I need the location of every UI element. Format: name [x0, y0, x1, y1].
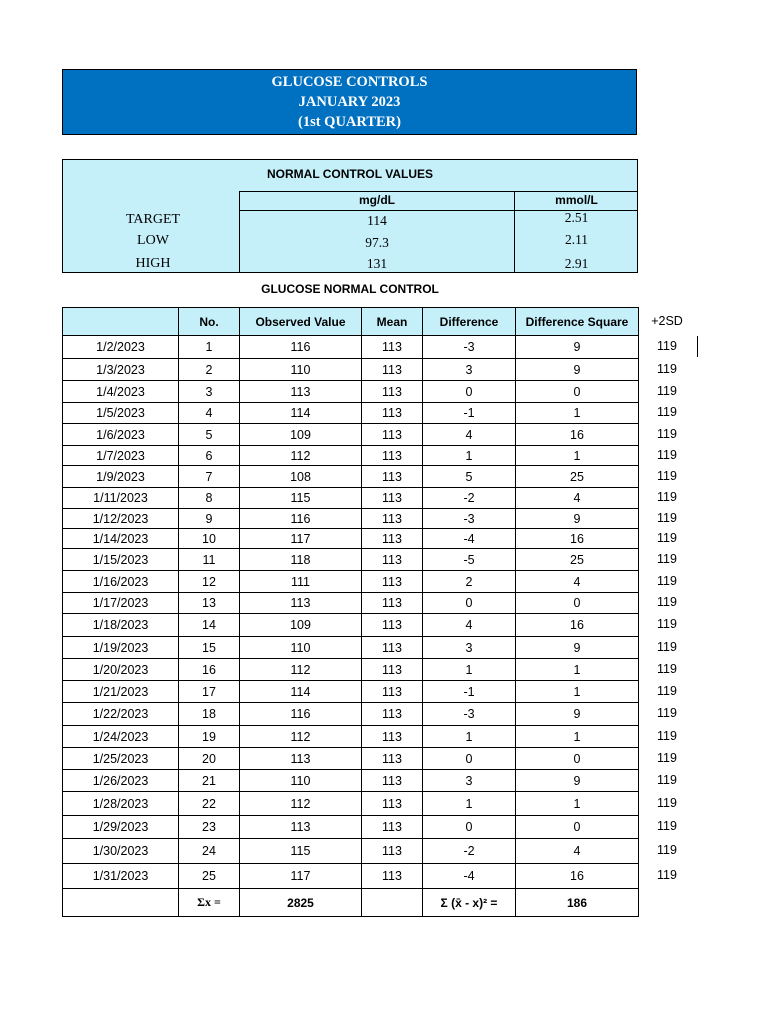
- sd-value: 119: [657, 490, 677, 504]
- row-number: 14: [179, 614, 240, 637]
- row-difference-square: 1: [516, 446, 639, 466]
- sd-value: 119: [657, 617, 677, 631]
- row-difference-square: 1: [516, 792, 639, 816]
- row-date: 1/26/2023: [63, 770, 179, 792]
- sum-x-label: Σx =: [179, 889, 240, 917]
- report-title-banner: [62, 69, 637, 135]
- row-date: 1/7/2023: [63, 446, 179, 466]
- row-difference-square: 4: [516, 571, 639, 593]
- row-difference-square: 9: [516, 770, 639, 792]
- row-number: 20: [179, 748, 240, 770]
- table-row: [63, 839, 639, 864]
- sd-value: 119: [657, 640, 677, 654]
- row-date: 1/4/2023: [63, 381, 179, 403]
- table-row: [63, 703, 639, 726]
- row-date: 1/2/2023: [63, 336, 179, 359]
- table-row: [63, 359, 639, 381]
- row-date: 1/6/2023: [63, 424, 179, 446]
- row-difference-square: 1: [516, 659, 639, 681]
- row-mean: 113: [362, 839, 423, 864]
- row-mean: 113: [362, 748, 423, 770]
- row-difference-square: 1: [516, 726, 639, 748]
- target-mmol-value: 2.51: [564, 210, 589, 225]
- row-difference-square: 9: [516, 637, 639, 659]
- high-label: HIGH: [135, 256, 171, 271]
- row-number: 19: [179, 726, 240, 748]
- text-cursor: [697, 336, 698, 357]
- row-difference-square: 25: [516, 466, 639, 488]
- row-difference: 3: [423, 359, 516, 381]
- row-difference: 0: [423, 748, 516, 770]
- row-number: 24: [179, 839, 240, 864]
- row-difference-square: 0: [516, 593, 639, 614]
- table-row: [63, 509, 639, 529]
- row-observed-value: 109: [240, 424, 362, 446]
- row-number: 5: [179, 424, 240, 446]
- row-difference: -3: [423, 703, 516, 726]
- row-date: 1/11/2023: [63, 488, 179, 509]
- row-number: 3: [179, 381, 240, 403]
- row-difference: -4: [423, 529, 516, 549]
- table-row: [63, 488, 639, 509]
- row-difference: -3: [423, 509, 516, 529]
- row-number: 16: [179, 659, 240, 681]
- sd-value: 119: [657, 796, 677, 810]
- row-difference: 4: [423, 424, 516, 446]
- row-number: 13: [179, 593, 240, 614]
- sd-value: 119: [657, 469, 677, 483]
- row-difference-square: 1: [516, 681, 639, 703]
- row-mean: 113: [362, 792, 423, 816]
- row-observed-value: 115: [240, 488, 362, 509]
- table-row: [63, 726, 639, 748]
- row-difference: 0: [423, 381, 516, 403]
- row-difference-square: 0: [516, 381, 639, 403]
- row-number: 12: [179, 571, 240, 593]
- row-difference-square: 9: [516, 703, 639, 726]
- row-difference: 1: [423, 726, 516, 748]
- sd-value: 119: [657, 339, 677, 353]
- col-no-header: No.: [179, 308, 240, 336]
- sd-value: 119: [657, 706, 677, 720]
- sd-value: 119: [657, 819, 677, 833]
- row-observed-value: 117: [240, 864, 362, 889]
- table-row: [63, 466, 639, 488]
- row-date: 1/25/2023: [63, 748, 179, 770]
- title-line-2: JANUARY 2023: [298, 94, 401, 110]
- row-difference: 0: [423, 593, 516, 614]
- row-mean: 113: [362, 446, 423, 466]
- row-number: 23: [179, 816, 240, 839]
- row-difference-square: 16: [516, 864, 639, 889]
- row-difference-square: 16: [516, 614, 639, 637]
- row-observed-value: 108: [240, 466, 362, 488]
- row-mean: 113: [362, 659, 423, 681]
- table-header-row: [63, 308, 639, 336]
- unit-mmol-header: mmol/L: [555, 193, 598, 207]
- row-number: 22: [179, 792, 240, 816]
- sd-value: 119: [657, 751, 677, 765]
- unit-mg-header: mg/dL: [359, 193, 395, 207]
- sd-value: 119: [657, 662, 677, 676]
- sd-value: 119: [657, 684, 677, 698]
- summary-row: [63, 889, 639, 917]
- row-mean: 113: [362, 549, 423, 571]
- table-row: [63, 614, 639, 637]
- row-date: 1/3/2023: [63, 359, 179, 381]
- row-mean: 113: [362, 336, 423, 359]
- row-number: 7: [179, 466, 240, 488]
- row-difference-square: 9: [516, 336, 639, 359]
- row-difference-square: 9: [516, 509, 639, 529]
- row-observed-value: 116: [240, 336, 362, 359]
- row-number: 21: [179, 770, 240, 792]
- row-mean: 113: [362, 571, 423, 593]
- row-difference: 1: [423, 792, 516, 816]
- row-observed-value: 113: [240, 593, 362, 614]
- sd-header: +2SD: [651, 314, 683, 328]
- sum-x-value: 2825: [240, 889, 362, 917]
- table-row: [63, 593, 639, 614]
- row-number: 17: [179, 681, 240, 703]
- row-date: 1/31/2023: [63, 864, 179, 889]
- table-row: [63, 864, 639, 889]
- row-mean: 113: [362, 488, 423, 509]
- row-observed-value: 116: [240, 509, 362, 529]
- row-number: 18: [179, 703, 240, 726]
- sd-value: 119: [657, 427, 677, 441]
- table-row: [63, 637, 639, 659]
- row-mean: 113: [362, 681, 423, 703]
- table-row: [63, 336, 639, 359]
- sd-value: 119: [657, 843, 677, 857]
- sd-value: 119: [657, 384, 677, 398]
- row-number: 9: [179, 509, 240, 529]
- row-difference: 1: [423, 659, 516, 681]
- row-difference-square: 4: [516, 488, 639, 509]
- row-difference-square: 16: [516, 529, 639, 549]
- row-number: 25: [179, 864, 240, 889]
- sd-value: 119: [657, 405, 677, 419]
- table-row: [63, 792, 639, 816]
- table-row: [63, 381, 639, 403]
- title-line-3: (1st QUARTER): [297, 114, 401, 130]
- row-number: 6: [179, 446, 240, 466]
- low-label: LOW: [137, 233, 169, 248]
- glucose-normal-control-title: GLUCOSE NORMAL CONTROL: [261, 282, 439, 296]
- row-difference: -2: [423, 488, 516, 509]
- sd-value: 119: [657, 595, 677, 609]
- row-observed-value: 115: [240, 839, 362, 864]
- row-observed-value: 114: [240, 403, 362, 424]
- sd-value: 119: [657, 773, 677, 787]
- title-line-1: GLUCOSE CONTROLS: [271, 74, 428, 90]
- row-observed-value: 116: [240, 703, 362, 726]
- sd-value: 119: [657, 362, 677, 376]
- row-number: 2: [179, 359, 240, 381]
- row-mean: 113: [362, 614, 423, 637]
- row-observed-value: 109: [240, 614, 362, 637]
- row-observed-value: 112: [240, 792, 362, 816]
- row-number: 4: [179, 403, 240, 424]
- glucose-control-table: [62, 307, 639, 917]
- sd-value: 119: [657, 729, 677, 743]
- row-date: 1/5/2023: [63, 403, 179, 424]
- col-diff-square-header: Difference Square: [516, 308, 639, 336]
- row-difference: -2: [423, 839, 516, 864]
- row-difference: 3: [423, 637, 516, 659]
- row-date: 1/17/2023: [63, 593, 179, 614]
- row-difference-square: 9: [516, 359, 639, 381]
- normal-control-values-box: [62, 159, 638, 273]
- sd-value: 119: [657, 552, 677, 566]
- row-difference: 5: [423, 466, 516, 488]
- row-difference: 4: [423, 614, 516, 637]
- sum-square-value: 186: [516, 889, 639, 917]
- sd-value: 119: [657, 531, 677, 545]
- table-row: [63, 529, 639, 549]
- row-mean: 113: [362, 509, 423, 529]
- row-date: 1/22/2023: [63, 703, 179, 726]
- row-difference: 0: [423, 816, 516, 839]
- row-mean: 113: [362, 726, 423, 748]
- row-date: 1/20/2023: [63, 659, 179, 681]
- row-difference: 3: [423, 770, 516, 792]
- row-mean: 113: [362, 703, 423, 726]
- high-mg-value: 131: [366, 256, 388, 271]
- table-row: [63, 549, 639, 571]
- row-observed-value: 110: [240, 637, 362, 659]
- row-difference-square: 25: [516, 549, 639, 571]
- row-difference-square: 1: [516, 403, 639, 424]
- row-observed-value: 110: [240, 770, 362, 792]
- table-row: [63, 424, 639, 446]
- target-label: TARGET: [125, 212, 181, 227]
- table-row: [63, 681, 639, 703]
- row-observed-value: 113: [240, 816, 362, 839]
- summary-empty-cell: [63, 889, 179, 917]
- sd-value: 119: [657, 574, 677, 588]
- row-mean: 113: [362, 466, 423, 488]
- summary-empty-cell: [362, 889, 423, 917]
- sd-value: 119: [657, 868, 677, 882]
- row-difference: 1: [423, 446, 516, 466]
- row-number: 1: [179, 336, 240, 359]
- row-date: 1/24/2023: [63, 726, 179, 748]
- row-observed-value: 111: [240, 571, 362, 593]
- row-date: 1/18/2023: [63, 614, 179, 637]
- table-row: [63, 403, 639, 424]
- col-observed-header: Observed Value: [240, 308, 362, 336]
- row-observed-value: 113: [240, 381, 362, 403]
- row-difference-square: 0: [516, 816, 639, 839]
- row-observed-value: 118: [240, 549, 362, 571]
- row-difference: -1: [423, 403, 516, 424]
- row-number: 15: [179, 637, 240, 659]
- row-date: 1/9/2023: [63, 466, 179, 488]
- col-difference-header: Difference: [423, 308, 516, 336]
- row-date: 1/15/2023: [63, 549, 179, 571]
- row-difference-square: 0: [516, 748, 639, 770]
- row-difference: 2: [423, 571, 516, 593]
- row-date: 1/30/2023: [63, 839, 179, 864]
- row-mean: 113: [362, 381, 423, 403]
- row-mean: 113: [362, 593, 423, 614]
- table-row: [63, 748, 639, 770]
- normal-control-values-title: NORMAL CONTROL VALUES: [266, 167, 433, 181]
- row-difference: -3: [423, 336, 516, 359]
- row-date: 1/12/2023: [63, 509, 179, 529]
- row-observed-value: 110: [240, 359, 362, 381]
- row-date: 1/16/2023: [63, 571, 179, 593]
- row-mean: 113: [362, 359, 423, 381]
- target-mg-value: 114: [367, 213, 387, 228]
- row-observed-value: 114: [240, 681, 362, 703]
- row-date: 1/29/2023: [63, 816, 179, 839]
- col-mean-header: Mean: [362, 308, 423, 336]
- row-difference-square: 16: [516, 424, 639, 446]
- row-number: 11: [179, 549, 240, 571]
- row-number: 8: [179, 488, 240, 509]
- row-observed-value: 112: [240, 726, 362, 748]
- row-date: 1/21/2023: [63, 681, 179, 703]
- row-mean: 113: [362, 864, 423, 889]
- row-mean: 113: [362, 403, 423, 424]
- sd-value: 119: [657, 448, 677, 462]
- high-mmol-value: 2.91: [564, 256, 589, 271]
- row-difference: -5: [423, 549, 516, 571]
- row-difference: -4: [423, 864, 516, 889]
- table-row: [63, 659, 639, 681]
- row-mean: 113: [362, 529, 423, 549]
- low-mmol-value: 2.11: [564, 232, 589, 247]
- row-observed-value: 112: [240, 659, 362, 681]
- row-difference-square: 4: [516, 839, 639, 864]
- col-date-header: [63, 308, 179, 336]
- row-difference: -1: [423, 681, 516, 703]
- sd-value: 119: [657, 511, 677, 525]
- row-observed-value: 112: [240, 446, 362, 466]
- table-row: [63, 446, 639, 466]
- row-date: 1/19/2023: [63, 637, 179, 659]
- sum-square-label: Σ (x̄ - x)² =: [423, 889, 516, 917]
- row-date: 1/28/2023: [63, 792, 179, 816]
- row-mean: 113: [362, 424, 423, 446]
- row-observed-value: 117: [240, 529, 362, 549]
- row-observed-value: 113: [240, 748, 362, 770]
- table-row: [63, 816, 639, 839]
- low-mg-value: 97.3: [365, 235, 389, 250]
- row-mean: 113: [362, 637, 423, 659]
- row-mean: 113: [362, 816, 423, 839]
- row-number: 10: [179, 529, 240, 549]
- row-mean: 113: [362, 770, 423, 792]
- table-row: [63, 770, 639, 792]
- table-row: [63, 571, 639, 593]
- row-date: 1/14/2023: [63, 529, 179, 549]
